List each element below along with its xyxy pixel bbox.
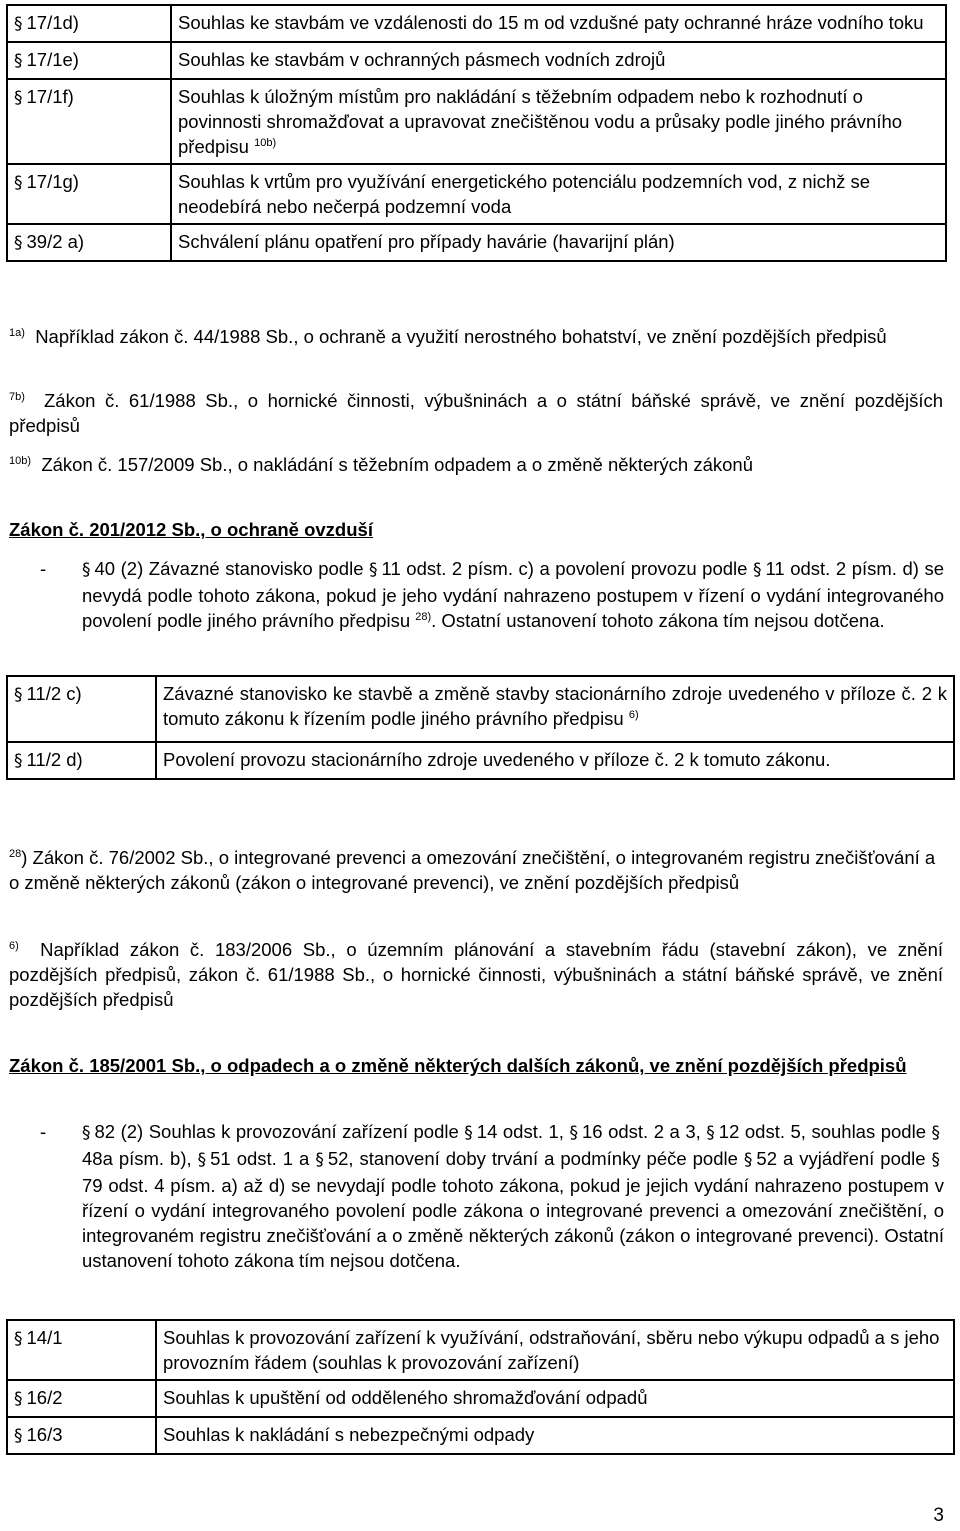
section-sign: § xyxy=(14,233,23,253)
row-text: Souhlas k upuštění od odděleného shromažďování odpadů xyxy=(163,1387,648,1408)
section-sign: § xyxy=(14,88,23,108)
footnote-mark: 7b) xyxy=(9,391,25,403)
bullet-dash: - xyxy=(40,558,47,579)
footnote-text: ) Zákon č. 76/2002 Sb., o integrované prevenci a omezování znečištění, o integrovaném registru znečišťování a o změně některých zákonů (zákon o integrované prevenci), ve znění pozdějších předpisů xyxy=(9,847,936,893)
provision-text: 52 a vyjádření podle xyxy=(756,1148,926,1169)
row-text-cell xyxy=(156,742,954,779)
footnote xyxy=(9,452,943,477)
section-sign: § xyxy=(706,1123,715,1143)
row-code-cell xyxy=(7,79,171,164)
footnote xyxy=(9,388,943,438)
table-row xyxy=(7,1320,954,1380)
row-text: Souhlas k vrtům pro využívání energetického potenciálu podzemních vod, z nichž se neodebírá nebo nečerpá podzemní voda xyxy=(178,171,871,217)
row-code: 14/1 xyxy=(26,1327,63,1348)
section-sign: § xyxy=(14,51,23,71)
row-text-cell xyxy=(171,5,946,42)
provision-text: 11 odst. 2 písm. c) a povolení provozu podle xyxy=(381,558,748,579)
provision-text: 12 odst. 5, souhlas podle xyxy=(718,1121,926,1142)
row-text-cell xyxy=(171,79,946,164)
row-code: 39/2 a) xyxy=(26,231,85,252)
provision-paragraph xyxy=(82,556,944,633)
row-code: 17/1f) xyxy=(26,86,74,107)
row-text-cell xyxy=(156,1417,954,1454)
row-text: Souhlas ke stavbám v ochranných pásmech vodních zdrojů xyxy=(178,49,666,70)
footnote-mark: 28 xyxy=(9,848,22,860)
section-sign: § xyxy=(14,173,23,193)
row-code-cell xyxy=(7,742,156,779)
row-code: 16/3 xyxy=(26,1424,63,1445)
section-sign: § xyxy=(931,1123,941,1143)
law-heading: Zákon č. 185/2001 Sb., o odpadech a o změně některých dalších zákonů, ve znění pozdějších předpisů xyxy=(9,1055,907,1076)
footnote-text: Zákon č. 61/1988 Sb., o hornické činnosti, výbušninách a o státní báňské správě, ve znění pozdějších předpisů xyxy=(9,390,944,436)
table-row xyxy=(7,224,946,261)
provision-paragraph xyxy=(82,1119,944,1273)
table-row xyxy=(7,1380,954,1417)
section-sign: § xyxy=(931,1150,941,1170)
table-row xyxy=(7,1417,954,1454)
table-row xyxy=(7,164,946,224)
section-sign: § xyxy=(14,1329,23,1349)
section-sign: § xyxy=(369,560,378,580)
row-text: Závazné stanovisko ke stavbě a změně stavby stacionárního zdroje uvedeného v příloze č. 2 k tomuto zákonu k řízením podle jiného právního předpisu xyxy=(163,683,947,729)
row-code: 11/2 c) xyxy=(26,683,82,704)
row-code: 16/2 xyxy=(26,1387,63,1408)
row-code-cell xyxy=(7,42,171,79)
law-heading: Zákon č. 201/2012 Sb., o ochraně ovzduší xyxy=(9,519,373,540)
provision-text: 16 odst. 2 a 3, xyxy=(581,1121,701,1142)
table-row xyxy=(7,42,946,79)
provision-text: 82 (2) Souhlas k provozování zařízení podle xyxy=(94,1121,459,1142)
provision-text: . Ostatní ustanovení tohoto zákona tím nejsou dotčena. xyxy=(431,610,885,631)
table-row xyxy=(7,5,946,42)
row-text: Souhlas k provozování zařízení k využívání, odstraňování, sběru nebo výkupu odpadů a s jeho provozním řádem (souhlas k provozování zařízení) xyxy=(163,1327,940,1373)
row-code-cell xyxy=(7,1320,156,1380)
footnote-text: Zákon č. 157/2009 Sb., o nakládání s těžebním odpadem a o změně některých zákonů xyxy=(41,454,753,475)
row-text-cell xyxy=(156,676,954,742)
provision-text: 11 odst. 2 písm. d) se nevydá podle tohoto zákona, pokud je jeho vydání nahrazeno postupem v řízení o vydání integrovaného povolení podle jiného právního předpisu xyxy=(82,558,944,631)
row-code-cell xyxy=(7,1380,156,1417)
footnote-ref: 6) xyxy=(628,709,639,721)
footnote xyxy=(9,324,943,349)
section-sign: § xyxy=(197,1150,207,1170)
footnote xyxy=(9,845,943,895)
section-sign: § xyxy=(464,1123,473,1143)
footnote-text: Například zákon č. 183/2006 Sb., o územním plánování a stavebním řádu (stavební zákon), ve znění pozdějších předpisů, zákon č. 61/1988 Sb., o hornické činnosti, výbušninách a státní báňské správě, ve znění pozdějších předpisů xyxy=(9,939,944,1010)
row-text: Souhlas k nakládání s nebezpečnými odpady xyxy=(163,1424,535,1445)
section-sign: § xyxy=(82,560,91,580)
row-code-cell xyxy=(7,676,156,742)
footnote-mark: 10b) xyxy=(9,455,32,467)
footnote-text: Například zákon č. 44/1988 Sb., o ochraně a využití nerostného bohatství, ve znění pozdějších předpisů xyxy=(35,326,887,347)
table-row xyxy=(7,676,954,742)
row-text-cell xyxy=(156,1320,954,1380)
row-text: Souhlas k úložným místům pro nakládání s těžebním odpadem nebo k rozhodnutí o povinnosti shromažďovat a upravovat znečištěnou vodu a průsaky podle jiného právního předpisu xyxy=(178,86,903,157)
row-code-cell xyxy=(7,164,171,224)
footnote-mark: 6) xyxy=(9,940,19,952)
section-sign: § xyxy=(14,751,23,771)
row-text-cell xyxy=(171,164,946,224)
row-text-cell xyxy=(171,224,946,261)
bullet-dash: - xyxy=(40,1121,47,1142)
row-text-cell xyxy=(156,1380,954,1417)
footnote-ref: 28) xyxy=(415,611,432,623)
section-sign: § xyxy=(14,685,23,705)
table-row xyxy=(7,742,954,779)
provision-text: 40 (2) Závazné stanovisko podle xyxy=(94,558,364,579)
permits-table-waste xyxy=(6,1319,955,1455)
row-text: Souhlas ke stavbám ve vzdálenosti do 15 m od vzdušné paty ochranné hráze vodního toku xyxy=(178,12,924,33)
row-code-cell xyxy=(7,5,171,42)
table-row xyxy=(7,79,946,164)
section-sign: § xyxy=(82,1123,91,1143)
row-code: 17/1d) xyxy=(26,12,79,33)
section-sign: § xyxy=(743,1150,753,1170)
row-code-cell xyxy=(7,1417,156,1454)
footnote-ref: 10b) xyxy=(254,137,277,149)
page-number: 3 xyxy=(933,1505,944,1526)
row-text: Povolení provozu stacionárního zdroje uvedeného v příloze č. 2 k tomuto zákonu. xyxy=(163,749,831,770)
section-sign: § xyxy=(752,560,762,580)
provision-text: 51 odst. 1 a xyxy=(210,1148,310,1169)
row-code: 17/1g) xyxy=(26,171,79,192)
footnote-mark: 1a) xyxy=(9,327,25,339)
provision-text: 14 odst. 1, xyxy=(476,1121,564,1142)
row-code: 17/1e) xyxy=(26,49,79,70)
section-sign: § xyxy=(569,1123,578,1143)
permits-table-air xyxy=(6,675,955,780)
row-code-cell xyxy=(7,224,171,261)
row-text: Schválení plánu opatření pro případy havárie (havarijní plán) xyxy=(178,231,675,252)
permits-table-water xyxy=(6,4,947,262)
provision-text: 79 odst. 4 písm. a) až d) se nevydají podle tohoto zákona, pokud je jejich vydání nahrazeno postupem v řízení o vydání integrovaného povolení podle zákona o integrované prevenci a omezování znečištění, o integrovaném registru znečišťování a o změně některých zákonů (zákon o integrované prevenci). Ostatní ustanovení tohoto zákona tím nejsou dotčena. xyxy=(82,1175,944,1271)
section-sign: § xyxy=(14,14,23,34)
provision-text: 52, stanovení doby trvání a podmínky péče podle xyxy=(327,1148,738,1169)
row-text-cell xyxy=(171,42,946,79)
section-sign: § xyxy=(14,1389,23,1409)
footnote xyxy=(9,937,943,1012)
provision-text: 48a písm. b), xyxy=(82,1148,192,1169)
section-sign: § xyxy=(315,1150,324,1170)
section-sign: § xyxy=(14,1426,23,1446)
row-code: 11/2 d) xyxy=(26,749,83,770)
